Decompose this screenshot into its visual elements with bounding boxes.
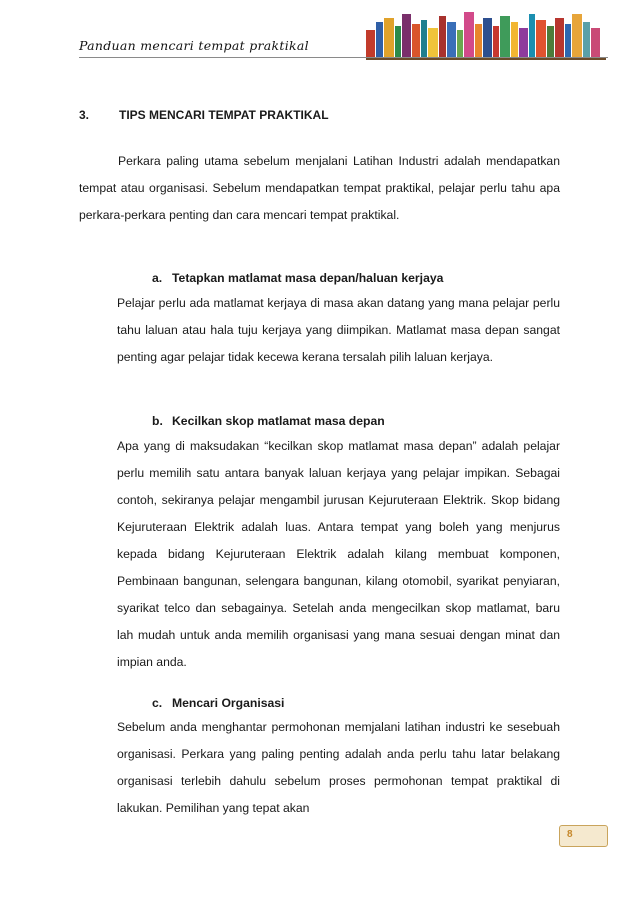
subheading-a-title: Tetapkan matlamat masa depan/haluan kerjaya [172, 271, 444, 285]
paragraph-a: Pelajar perlu ada matlamat kerjaya di masa akan datang yang mana pelajar perlu tahu laluan atau hala tuju kerjaya yang diimpikan. Matlamat masa depan sangat penting agar pelajar tidak kecewa kerana tersalah pilih laluan kerjaya. [117, 296, 560, 364]
intro-paragraph: Perkara paling utama sebelum menjalani Latihan Industri adalah mendapatkan tempat atau organisasi. Sebelum mendapatkan tempat praktikal, pelajar perlu tahu apa perkara-perkara penting dan cara mencari tempat praktikal. [79, 154, 560, 222]
subheading-b [152, 414, 385, 428]
header-rule [79, 57, 608, 58]
document-header-title: Panduan mencari tempat praktikal [79, 38, 309, 53]
bookshelf-illustration [366, 10, 606, 60]
section-heading [79, 108, 329, 122]
section-title: TIPS MENCARI TEMPAT PRAKTIKAL [119, 108, 329, 122]
subheading-b-letter: b. [152, 414, 163, 428]
subheading-c-title: Mencari Organisasi [172, 696, 285, 710]
subheading-c-letter: c. [152, 696, 163, 710]
page-number-badge [559, 825, 608, 847]
subheading-c [152, 696, 284, 710]
paragraph-b: Apa yang di maksudakan “kecilkan skop matlamat masa depan” adalah pelajar perlu memilih satu antara banyak laluan kerjaya yang pelajar impikan. Sebagai contoh, sekiranya pelajar mengambil jurusan Kejuruteraan Elektrik. Skop bidang Kejuruteraan Elektrik adalah luas. Antara tempat yang boleh yang menjurus kepada bidang Kejuruteraan Elektrik adalah kilang membuat komponen, Pembinaan bangunan, selengara bangunan, kilang otomobil, syarikat penyiaran, syarikat telco dan sebagainya. Setelah anda mengecilkan skop matlamat, baru lah mudah untuk anda memilih organisasi yang mana sesuai dengan minat dan impian anda. [117, 439, 560, 669]
page-number: 8 [567, 829, 573, 840]
paragraph-c: Sebelum anda menghantar permohonan memjalani latihan industri ke sesebuah organisasi. Perkara yang paling penting adalah anda perlu tahu latar belakang organisasi terlebih dahulu sebelum proses permohonan tempat praktikal di lakukan. Pemilihan yang tepat akan [117, 720, 560, 815]
subheading-a [152, 271, 443, 285]
subheading-a-letter: a. [152, 271, 163, 285]
section-number: 3. [79, 108, 90, 122]
subheading-b-title: Kecilkan skop matlamat masa depan [172, 414, 385, 428]
